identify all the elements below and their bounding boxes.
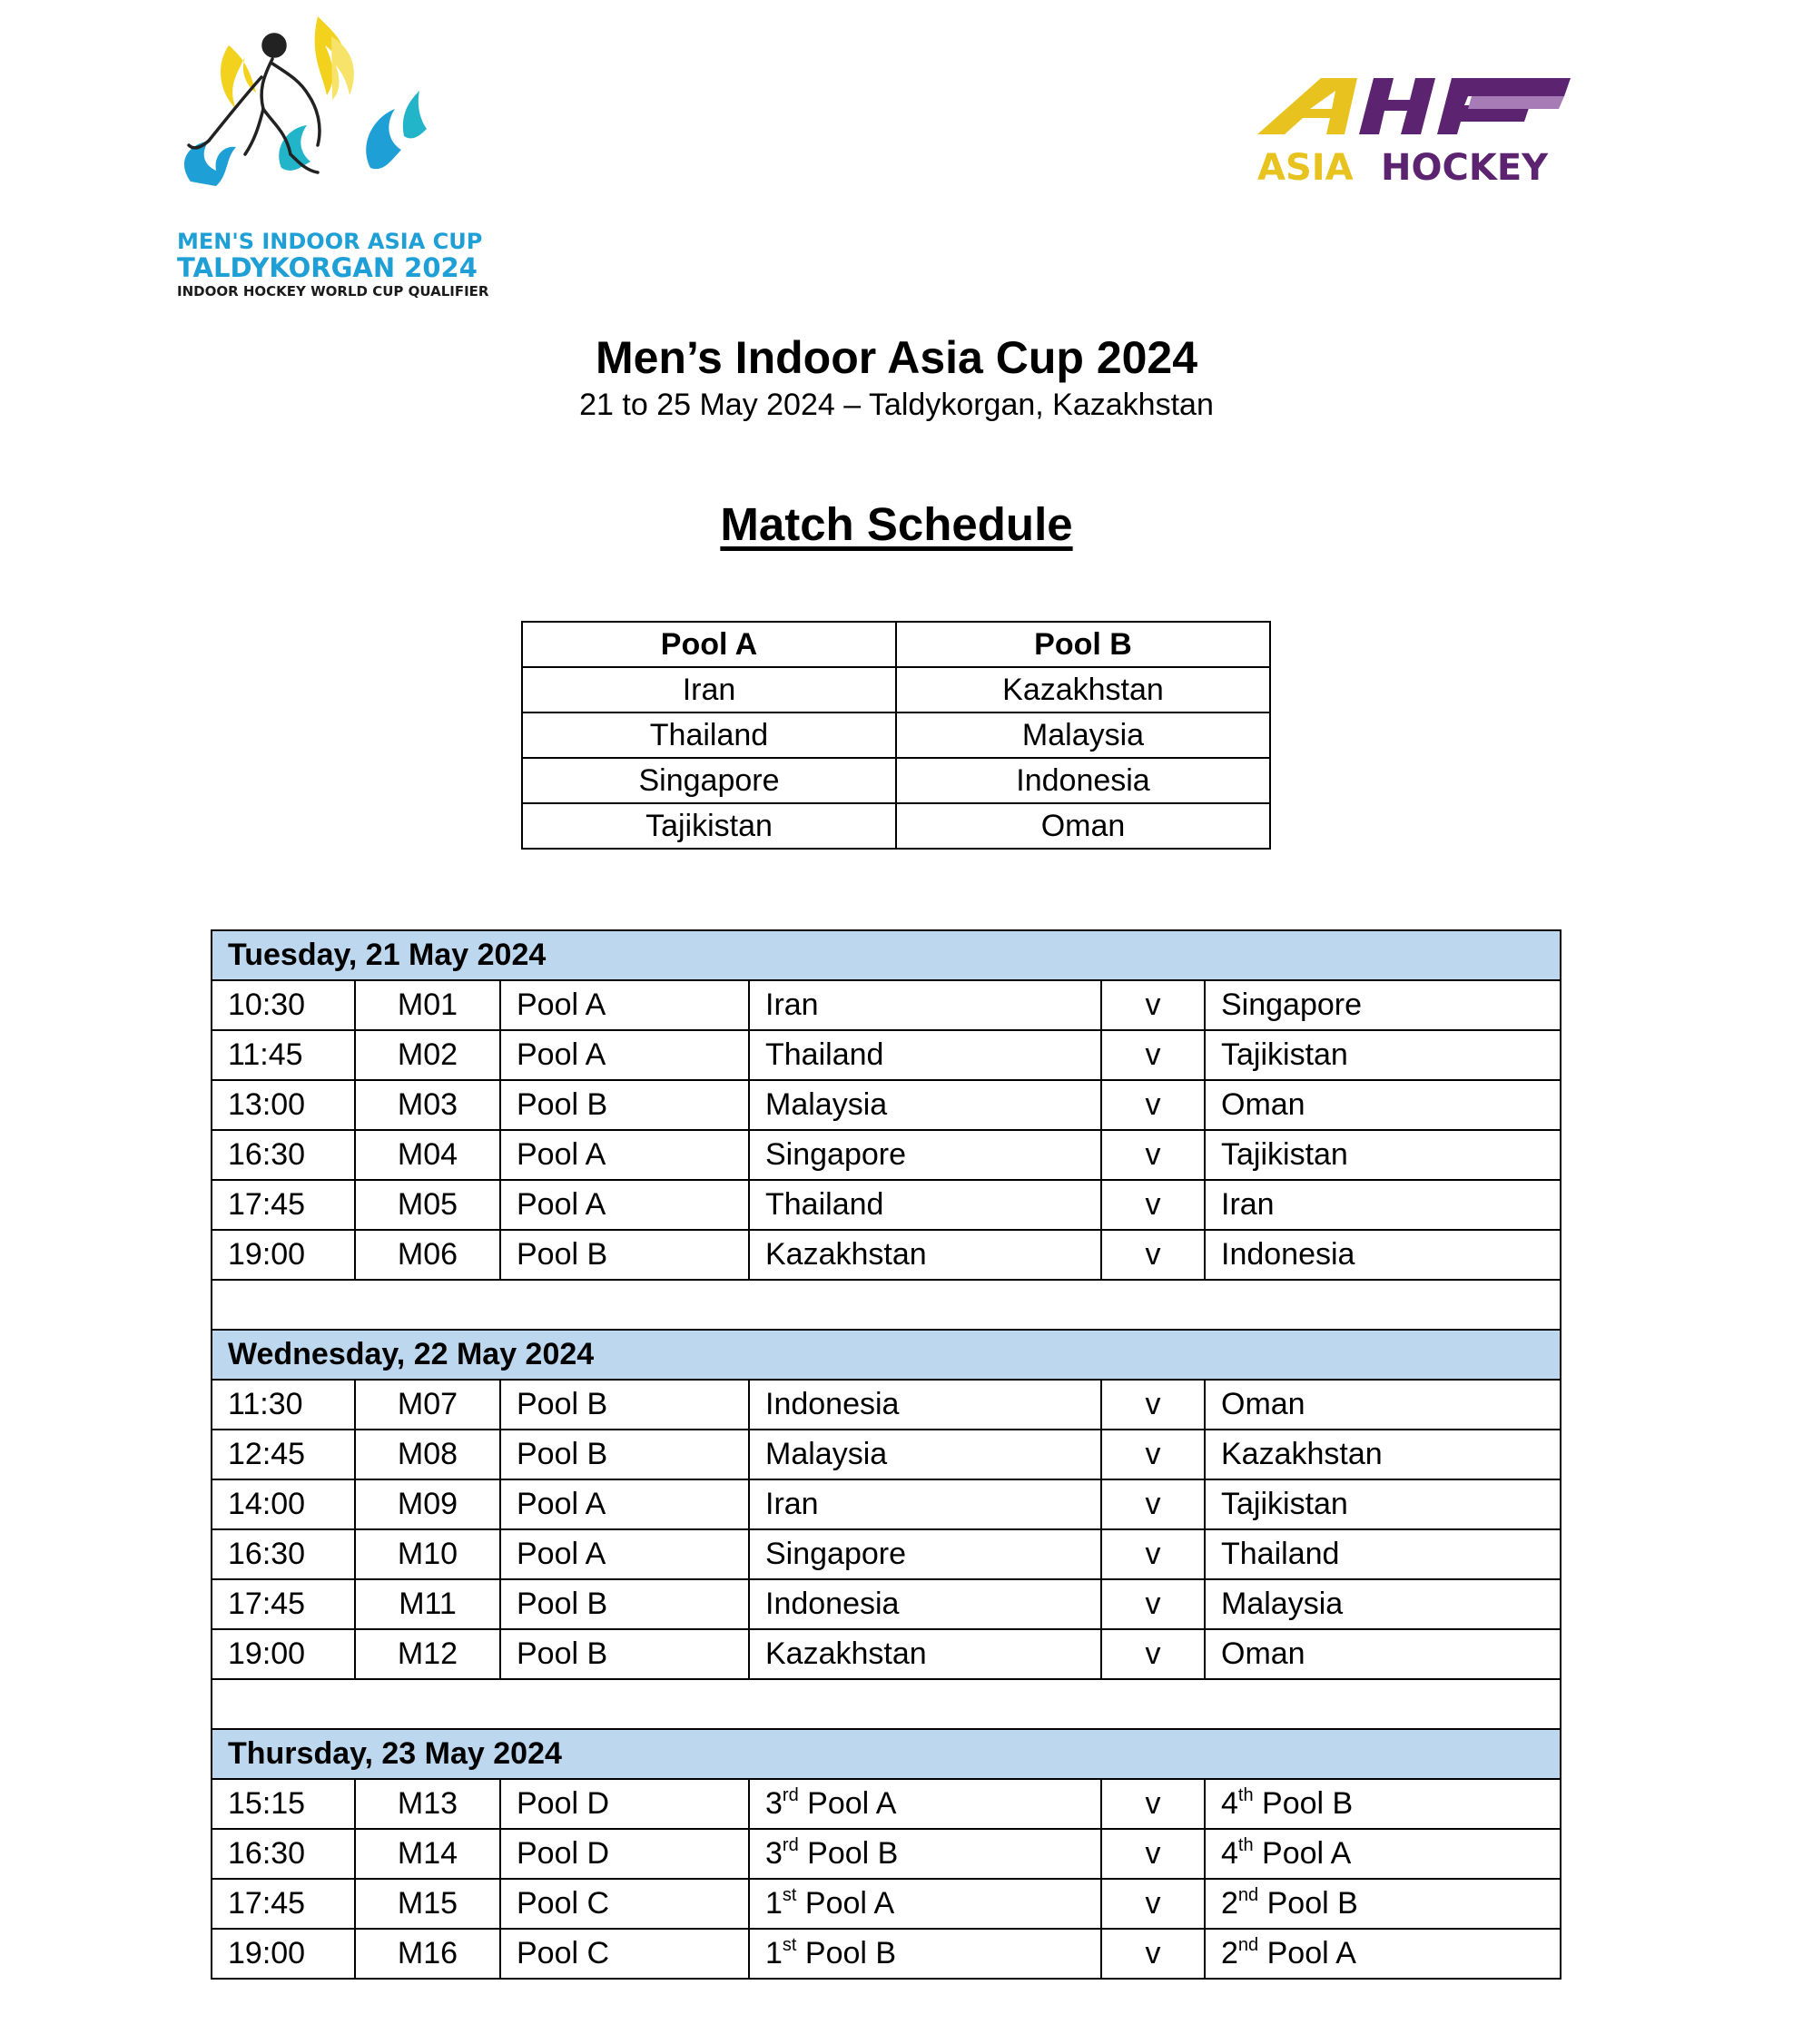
match-number: M03 (355, 1080, 500, 1130)
match-pool: Pool A (500, 1180, 749, 1230)
home-team: Indonesia (749, 1380, 1101, 1430)
pool-b-team: Indonesia (896, 758, 1270, 803)
away-team: Singapore (1205, 980, 1561, 1030)
home-team: Malaysia (749, 1430, 1101, 1479)
match-row (212, 1080, 1561, 1130)
match-number: M07 (355, 1380, 500, 1430)
pool-b-team: Malaysia (896, 712, 1270, 758)
placement-pool: Pool B (796, 1936, 897, 1970)
match-time: 16:30 (212, 1130, 355, 1180)
versus-label: v (1101, 1080, 1205, 1130)
match-row (212, 1479, 1561, 1529)
match-row (212, 980, 1561, 1030)
away-team: Oman (1205, 1080, 1561, 1130)
match-number: M11 (355, 1579, 500, 1629)
match-pool: Pool B (500, 1080, 749, 1130)
match-number: M10 (355, 1529, 500, 1579)
versus-label: v (1101, 1430, 1205, 1479)
match-number: M02 (355, 1030, 500, 1080)
versus-label: v (1101, 1629, 1205, 1679)
pools-row (522, 712, 1270, 758)
match-number: M15 (355, 1879, 500, 1929)
pool-a-team: Singapore (522, 758, 896, 803)
ordinal-suffix: th (1237, 1835, 1254, 1855)
placement-number: 2 (1221, 1936, 1238, 1970)
ordinal-suffix: nd (1237, 1935, 1259, 1955)
home-team: Kazakhstan (749, 1230, 1101, 1280)
ordinal-suffix: rd (782, 1785, 799, 1805)
event-logo (172, 9, 489, 300)
match-number: M16 (355, 1929, 500, 1979)
match-pool: Pool C (500, 1879, 749, 1929)
away-team: Malaysia (1205, 1579, 1561, 1629)
match-pool: Pool B (500, 1430, 749, 1479)
match-pool: Pool A (500, 1130, 749, 1180)
match-row (212, 1829, 1561, 1879)
match-time: 14:00 (212, 1479, 355, 1529)
ordinal-suffix: st (782, 1885, 797, 1905)
away-team: Kazakhstan (1205, 1430, 1561, 1479)
home-team (749, 1779, 1101, 1829)
day-header-row (212, 1330, 1561, 1380)
match-pool: Pool A (500, 1529, 749, 1579)
versus-label: v (1101, 1030, 1205, 1080)
match-pool: Pool C (500, 1929, 749, 1979)
page-subtitle: 21 to 25 May 2024 – Taldykorgan, Kazakhstan (579, 388, 1214, 422)
ordinal-suffix: nd (1237, 1885, 1259, 1905)
day-header-row (212, 930, 1561, 980)
pool-b-header: Pool B (896, 622, 1270, 667)
match-row (212, 1030, 1561, 1080)
placement-number: 3 (765, 1836, 783, 1871)
pool-a-team: Thailand (522, 712, 896, 758)
versus-label: v (1101, 1529, 1205, 1579)
match-time: 10:30 (212, 980, 355, 1030)
away-team: Thailand (1205, 1529, 1561, 1579)
versus-label: v (1101, 1879, 1205, 1929)
placement-pool: Pool A (1253, 1836, 1352, 1871)
versus-label: v (1101, 1380, 1205, 1430)
match-pool: Pool B (500, 1629, 749, 1679)
away-team: Oman (1205, 1380, 1561, 1430)
versus-label: v (1101, 1479, 1205, 1529)
placement-number: 2 (1221, 1886, 1238, 1921)
match-time: 17:45 (212, 1579, 355, 1629)
pool-b-team: Kazakhstan (896, 667, 1270, 712)
match-row (212, 1929, 1561, 1979)
pool-a-team: Tajikistan (522, 803, 896, 849)
match-pool: Pool D (500, 1829, 749, 1879)
match-number: M09 (355, 1479, 500, 1529)
home-team: Iran (749, 1479, 1101, 1529)
away-team: Oman (1205, 1629, 1561, 1679)
pools-header-row (522, 622, 1270, 667)
match-number: M01 (355, 980, 500, 1030)
match-row (212, 1130, 1561, 1180)
home-team: Iran (749, 980, 1101, 1030)
home-team: Thailand (749, 1030, 1101, 1080)
match-row (212, 1629, 1561, 1679)
spacer-row (212, 1280, 1561, 1330)
home-team: Kazakhstan (749, 1629, 1101, 1679)
versus-label: v (1101, 1779, 1205, 1829)
match-row (212, 1879, 1561, 1929)
match-time: 16:30 (212, 1829, 355, 1879)
section-title-match-schedule: Match Schedule (720, 498, 1073, 550)
spacer-cell (212, 1679, 1561, 1729)
match-time: 11:30 (212, 1380, 355, 1430)
event-logo-line3: INDOOR HOCKEY WORLD CUP QUALIFIER (177, 283, 489, 300)
match-time: 19:00 (212, 1929, 355, 1979)
away-team (1205, 1779, 1561, 1829)
match-time: 17:45 (212, 1180, 355, 1230)
spacer-row (212, 1679, 1561, 1729)
match-row (212, 1180, 1561, 1230)
event-logo-line2: TALDYKORGAN 2024 (177, 252, 478, 283)
match-number: M12 (355, 1629, 500, 1679)
pools-row (522, 667, 1270, 712)
match-pool: Pool B (500, 1380, 749, 1430)
day-header-row (212, 1729, 1561, 1779)
home-team: Singapore (749, 1130, 1101, 1180)
match-time: 16:30 (212, 1529, 355, 1579)
home-team: Singapore (749, 1529, 1101, 1579)
hockey-player-emblem (172, 9, 472, 227)
spacer-cell (212, 1280, 1561, 1330)
match-time: 13:00 (212, 1080, 355, 1130)
match-row (212, 1529, 1561, 1579)
match-time: 15:15 (212, 1779, 355, 1829)
match-time: 11:45 (212, 1030, 355, 1080)
home-team: Indonesia (749, 1579, 1101, 1629)
placement-pool: Pool A (796, 1886, 895, 1921)
away-team (1205, 1879, 1561, 1929)
match-time: 17:45 (212, 1879, 355, 1929)
versus-label: v (1101, 1829, 1205, 1879)
away-team: Tajikistan (1205, 1479, 1561, 1529)
placement-number: 4 (1221, 1786, 1238, 1821)
versus-label: v (1101, 980, 1205, 1030)
placement-number: 1 (765, 1886, 783, 1921)
match-pool: Pool A (500, 980, 749, 1030)
away-team: Tajikistan (1205, 1130, 1561, 1180)
ordinal-suffix: st (782, 1935, 797, 1955)
placement-pool: Pool A (798, 1786, 897, 1821)
away-team: Tajikistan (1205, 1030, 1561, 1080)
match-row (212, 1430, 1561, 1479)
pools-table (521, 621, 1271, 850)
placement-pool: Pool B (1253, 1786, 1354, 1821)
ordinal-suffix: th (1237, 1785, 1254, 1805)
placement-number: 1 (765, 1936, 783, 1970)
home-team (749, 1929, 1101, 1979)
placement-number: 3 (765, 1786, 783, 1821)
match-pool: Pool B (500, 1579, 749, 1629)
match-pool: Pool D (500, 1779, 749, 1829)
versus-label: v (1101, 1230, 1205, 1280)
day-header-label: Thursday, 23 May 2024 (212, 1729, 1561, 1779)
pools-row (522, 803, 1270, 849)
day-header-label: Tuesday, 21 May 2024 (212, 930, 1561, 980)
versus-label: v (1101, 1130, 1205, 1180)
match-number: M08 (355, 1430, 500, 1479)
away-team (1205, 1929, 1561, 1979)
versus-label: v (1101, 1579, 1205, 1629)
pool-a-team: Iran (522, 667, 896, 712)
match-number: M05 (355, 1180, 500, 1230)
versus-label: v (1101, 1180, 1205, 1230)
match-time: 19:00 (212, 1629, 355, 1679)
placement-pool: Pool B (1258, 1886, 1358, 1921)
match-number: M06 (355, 1230, 500, 1280)
match-pool: Pool A (500, 1479, 749, 1529)
pools-row (522, 758, 1270, 803)
day-header-label: Wednesday, 22 May 2024 (212, 1330, 1561, 1380)
pool-a-header: Pool A (522, 622, 896, 667)
match-pool: Pool B (500, 1230, 749, 1280)
ahf-asia-hockey-logo (1257, 71, 1584, 198)
pool-b-team: Oman (896, 803, 1270, 849)
ahf-logo-asia-text: ASIA (1257, 147, 1354, 189)
home-team (749, 1829, 1101, 1879)
home-team: Thailand (749, 1180, 1101, 1230)
home-team (749, 1879, 1101, 1929)
page-title: Men’s Indoor Asia Cup 2024 (595, 332, 1198, 383)
away-team: Indonesia (1205, 1230, 1561, 1280)
match-time: 12:45 (212, 1430, 355, 1479)
match-row (212, 1380, 1561, 1430)
match-schedule-table (211, 929, 1561, 1980)
home-team: Malaysia (749, 1080, 1101, 1130)
ahf-wordmark-icon (1257, 71, 1584, 143)
match-number: M04 (355, 1130, 500, 1180)
ordinal-suffix: rd (782, 1835, 799, 1855)
match-time: 19:00 (212, 1230, 355, 1280)
match-pool: Pool A (500, 1030, 749, 1080)
placement-pool: Pool B (798, 1836, 899, 1871)
ahf-logo-hockey-text: HOCKEY (1381, 147, 1549, 189)
placement-pool: Pool A (1258, 1936, 1356, 1970)
event-logo-line1: MEN'S INDOOR ASIA CUP (177, 229, 483, 254)
match-row (212, 1779, 1561, 1829)
away-team (1205, 1829, 1561, 1879)
away-team: Iran (1205, 1180, 1561, 1230)
match-number: M13 (355, 1779, 500, 1829)
placement-number: 4 (1221, 1836, 1238, 1871)
match-number: M14 (355, 1829, 500, 1879)
match-row (212, 1230, 1561, 1280)
versus-label: v (1101, 1929, 1205, 1979)
match-row (212, 1579, 1561, 1629)
